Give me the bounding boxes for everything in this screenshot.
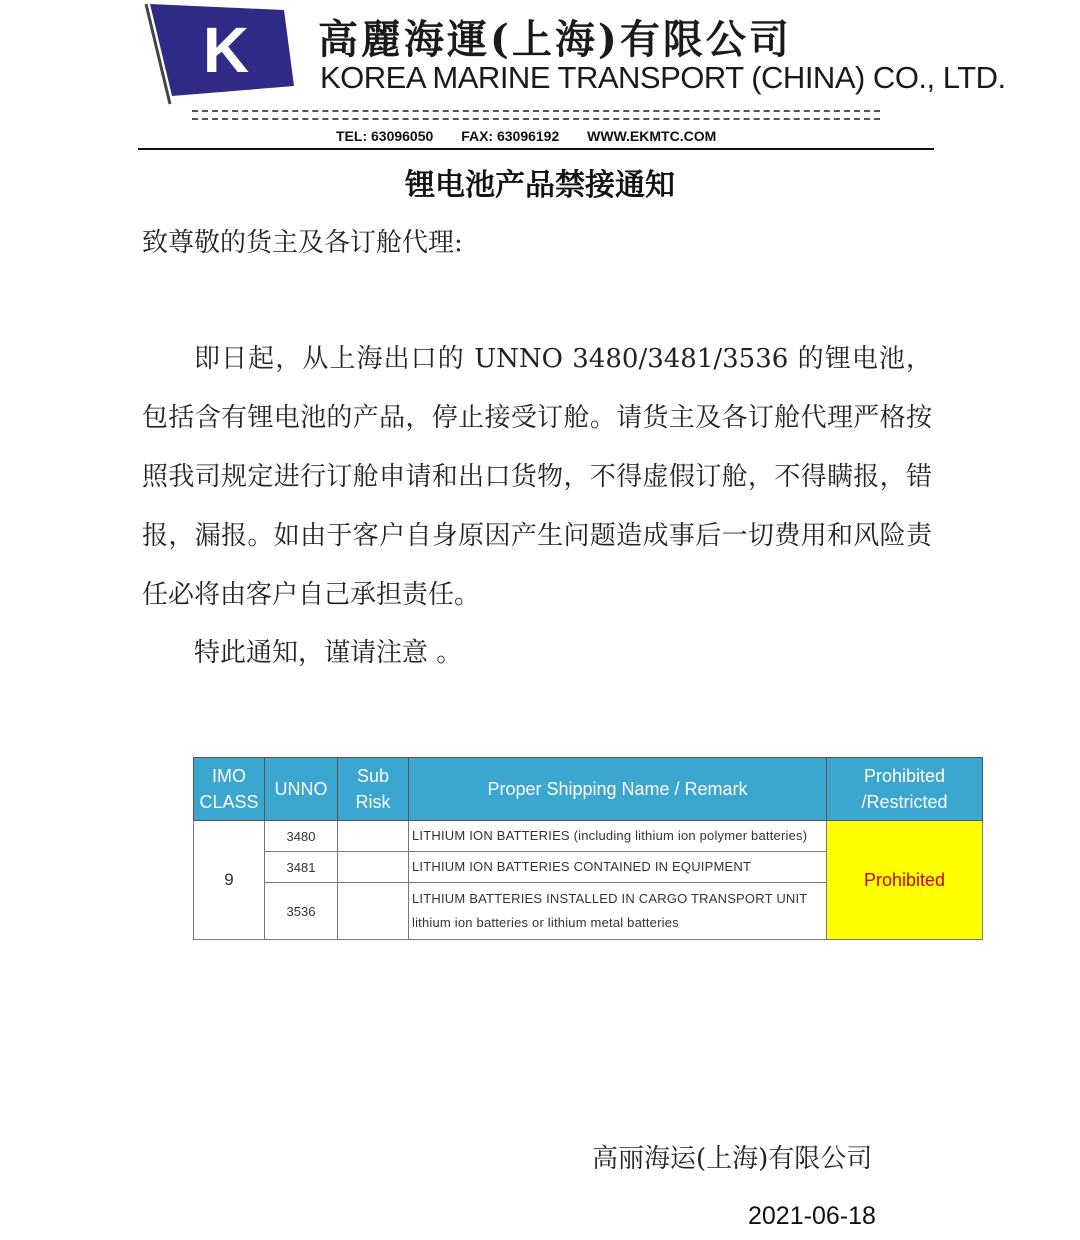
fax-number: FAX: 63096192 — [461, 128, 560, 144]
shipping-name-cell — [409, 883, 827, 940]
col-sub-risk: Sub Risk — [338, 758, 409, 821]
header-rule — [138, 148, 934, 150]
unno-cell: 3480 — [265, 821, 338, 852]
notice-title: 锂电池产品禁接通知 — [405, 168, 675, 203]
imo-class-cell: 9 — [194, 821, 265, 940]
header-divider — [192, 110, 880, 120]
contact-line — [336, 128, 740, 144]
shipping-name-cell: LITHIUM ION BATTERIES CONTAINED IN EQUIPMENT — [409, 852, 827, 883]
notice-closing: 特此通知，谨请注意 。 — [194, 638, 463, 668]
table-header-row — [194, 758, 983, 821]
unno-cell: 3536 — [265, 883, 338, 940]
table-row — [194, 821, 983, 852]
sub-risk-cell — [338, 821, 409, 852]
status-cell: Prohibited — [827, 821, 983, 940]
company-name-english: KOREA MARINE TRANSPORT (CHINA) CO., LTD. — [320, 60, 1006, 95]
sub-risk-cell — [338, 883, 409, 940]
company-logo-flag — [138, 0, 298, 110]
shipping-name-remark: lithium ion batteries or lithium metal batteries — [412, 915, 679, 930]
notice-date: 2021-06-18 — [748, 1202, 876, 1230]
sub-risk-cell — [338, 852, 409, 883]
col-imo-class: IMO CLASS — [194, 758, 265, 821]
unno-cell: 3481 — [265, 852, 338, 883]
phone-number: TEL: 63096050 — [336, 128, 434, 144]
logo-letter: K — [202, 14, 250, 86]
notice-body: 即日起，从上海出口的 UNNO 3480/3481/3536 的锂电池，包括含有锂电池的产品，停止接受订舱。请货主及各订舱代理严格按照我司规定进行订舱申请和出口货物，不得虚假订舱，不得瞒报，错报，漏报。如由于客户自身原因产生问题造成事后一切费用和风险责任必将由客户自己承担责任。 — [142, 344, 932, 610]
notice-salutation: 致尊敬的货主及各订舱代理: — [142, 228, 463, 258]
col-unno: UNNO — [265, 758, 338, 821]
shipping-name-cell: LITHIUM ION BATTERIES (including lithium ion polymer batteries) — [409, 821, 827, 852]
col-shipping-name: Proper Shipping Name / Remark — [409, 758, 827, 821]
signature-company: 高丽海运(上海)有限公司 — [592, 1144, 873, 1174]
dangerous-goods-table — [193, 757, 983, 940]
col-status: Prohibited /Restricted — [827, 758, 983, 821]
shipping-name-line: LITHIUM BATTERIES INSTALLED IN CARGO TRANSPORT UNIT — [412, 891, 808, 906]
website-link: WWW.EKMTC.COM — [587, 128, 717, 144]
company-name-chinese: 高麗海運(上海)有限公司 — [318, 16, 792, 63]
